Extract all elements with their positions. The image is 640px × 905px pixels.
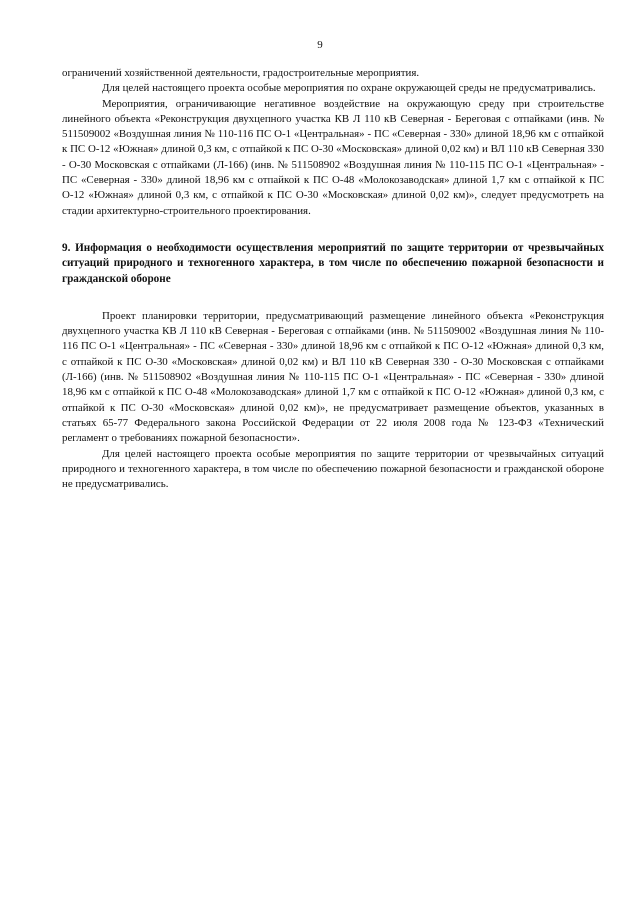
document-body	[62, 66, 604, 492]
paragraph-protection-measures-note: Для целей настоящего проекта особые мероприятия по защите территории от чрезвычайных ситуаций природного и техногенного характера, в том числе по обеспечению пожарной безопасности и гражданской обороне не предусматривались.	[62, 447, 604, 491]
paragraph-env-measures: Мероприятия, ограничивающие негативное воздействие на окружающую среду при строительстве линейного объекта «Реконструкция двухцепного участка КВ Л 110 кВ Северная - Береговая с отпайками (инв. № 511509002 «Воздушная линия № 110-116 ПС О-1 «Центральная» - ПС «Северная - 330» длиной 18,96 км с отпайкой к ПС О-12 «Южная» длиной 0,3 км, с отпайкой к ПС О-30 «Московская» длиной 0,02 км) и ВЛ 110 кВ Северная 330 - О-30 Московская с отпайками (Л-166) (инв. № 511508902 «Воздушная линия № 110-115 ПС О-1 «Центральная» - ПС «Северная - 330» длиной 18,96 км с отпайкой к ПС О-48 «Молокозаводская» длиной 1,7 км с отпайкой к ПС О-12 «Южная» длиной 0,3 км, с отпайкой к ПС О-30 «Московская» длиной 0,02 км)», следует предусмотреть на стадии архитектурно-строительного проектирования.	[62, 97, 604, 217]
paragraph-planning-project: Проект планировки территории, предусматривающий размещение линейного объекта «Реконструкция двухцепного участка КВ Л 110 кВ Северная - Береговая с отпайками (инв. № 511509002 «Воздушная линия № 110-116 ПС О-1 «Центральная» - ПС «Северная - 330» длиной 18,96 км с отпайкой к ПС О-12 «Южная» длиной 0,3 км, с отпайкой к ПС О-30 «Московская» длиной 0,02 км) и ВЛ 110 кВ Северная 330 - О-30 Московская с отпайками (Л-166) (инв. № 511508902 «Воздушная линия № 110-115 ПС О-1 «Центральная» - ПС «Северная - 330» длиной 18,96 км с отпайкой к ПС О-48 «Молокозаводская» длиной 1,7 км с отпайкой к ПС О-12 «Южная» длиной 0,3 км, с отпайкой к ПС О-30 «Московская» длиной 0,02 км)», не предусматривает размещение объектов, указанных в статьях 65-77 Федерального закона Российской Федерации от 22 июля 2008 года № 123-ФЗ «Технический регламент о требованиях пожарной безопасности».	[62, 309, 604, 445]
paragraph-env-measures-note: Для целей настоящего проекта особые мероприятия по охране окружающей среды не предусматривались.	[102, 82, 596, 95]
section-heading: 9. Информация о необходимости осуществления мероприятий по защите территории от чрезвычайных ситуаций природного и техногенного характера, в том числе по обеспечению пожарной безопасности и гражданской обороне	[62, 241, 604, 285]
paragraph-continuation: ограничений хозяйственной деятельности, градостроительные мероприятия.	[62, 67, 420, 79]
page-number: 9	[317, 39, 323, 51]
